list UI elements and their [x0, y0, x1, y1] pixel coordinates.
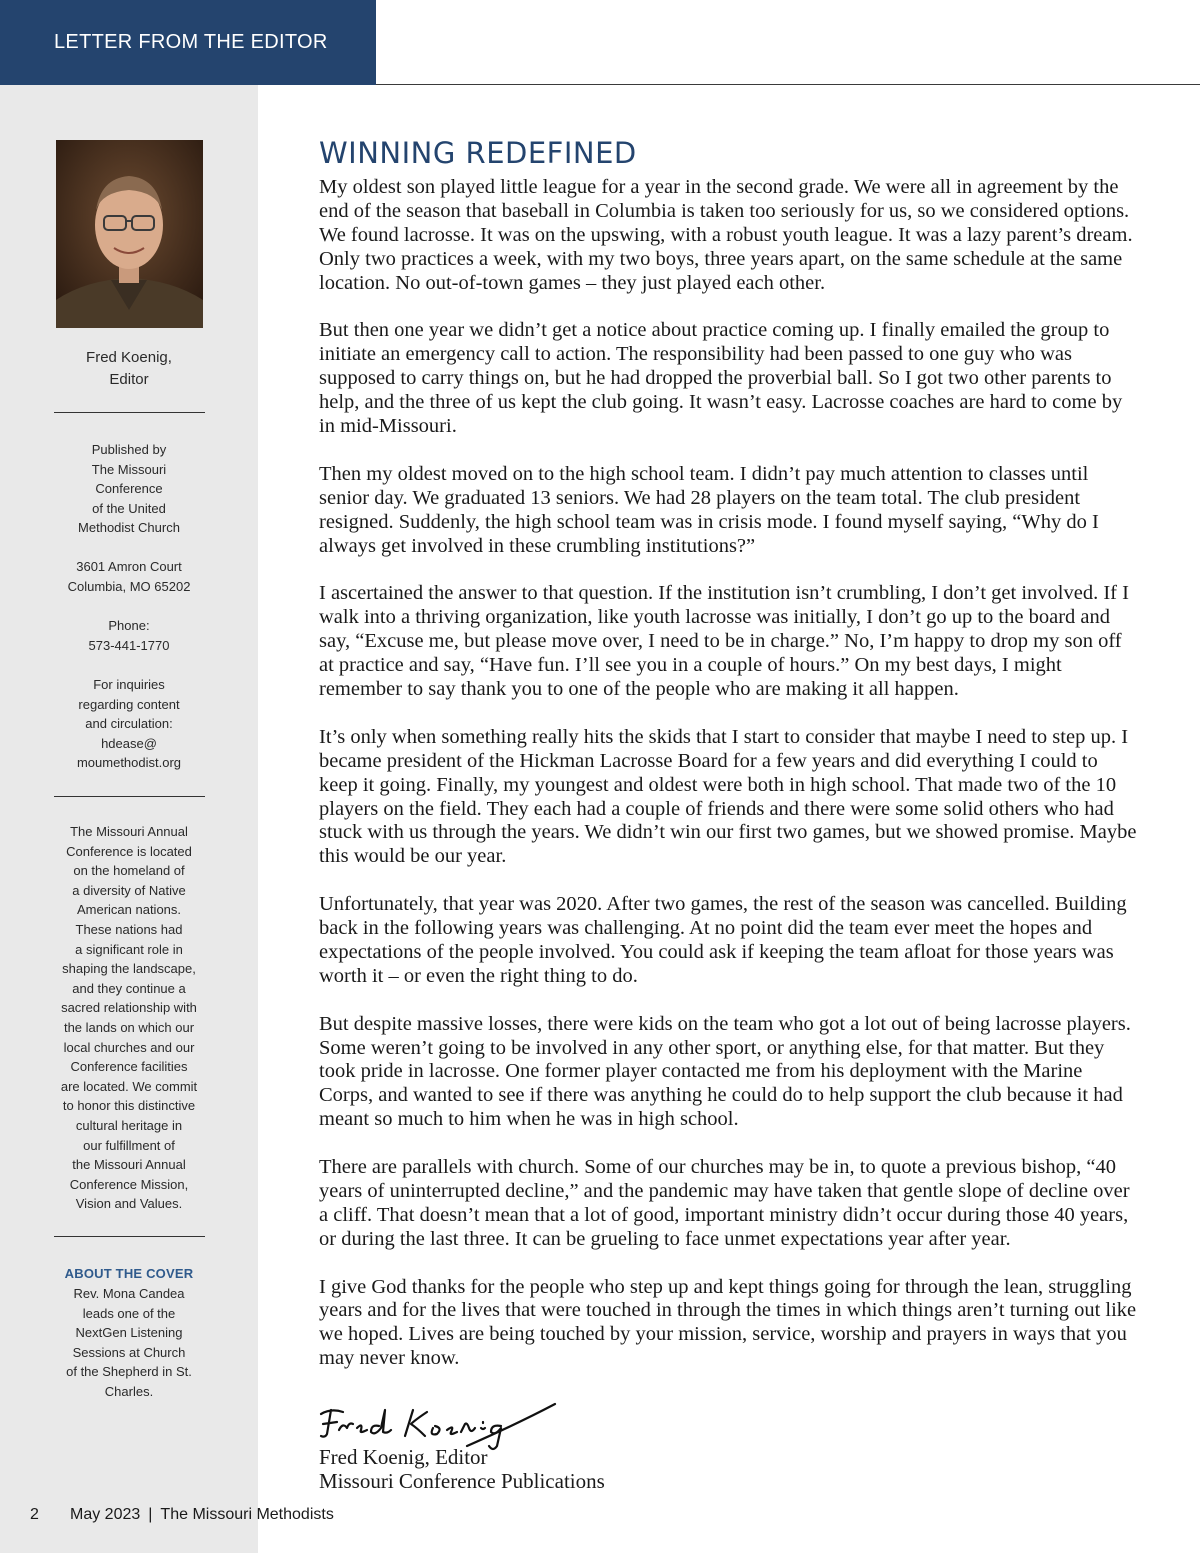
issue-date: May 2023: [70, 1506, 141, 1523]
sidebar-divider: [54, 412, 205, 413]
article-paragraph: I ascertained the answer to that question. If the institution isn’t crumbling, I don’t get involved. If I walk into a thriving organization, like youth lacrosse was initially, I don’t go up to the board and say, “Excuse me, but please move over, I need to be in charge.” No, I’m happy to drop my son off at practice and say, “Have fun. I’ll see you in a couple of hours.” On my best days, I might remember to say thank you to one of the people who are making it all happen.: [319, 582, 1129, 700]
address: 3601 Amron Court Columbia, MO 65202: [67, 559, 191, 594]
article-paragraph: But then one year we didn’t get a notice about practice coming up. I finally emailed the group to initiate an emergency call to action. The responsibility had been passed to one guy who was supposed to carry things on, but he had dropped the proverbial ball. So I got two other parents to help, and the three of us kept the club going. It wasn’t easy. Lacrosse coaches are hard to come by in mid-Missouri.: [319, 319, 1123, 438]
section-label: LETTER FROM THE EDITOR: [54, 31, 328, 53]
article-paragraph: Then my oldest moved on to the high school team. I didn’t pay much attention to classes until senior day. We graduated 13 seniors. We had 28 players on the team total. The club president resigned. Suddenly, the high school team was in crisis mode. I found myself saying, “Why do I always get involved in these crumbling institutions?”: [319, 462, 1099, 557]
publisher-info: Published by The Missouri Conference of the United Methodist Church: [78, 442, 180, 536]
signoff-org: Missouri Conference Publications: [319, 1469, 605, 1493]
phone: Phone: 573-441-1770: [88, 618, 170, 653]
header-divider: [376, 84, 1200, 85]
page-footer: [30, 1506, 334, 1524]
article-paragraph: There are parallels with church. Some of our churches may be in, to quote a previous bishop, “40 years of uninterrupted decline,” and the pandemic may have taken that gentle slope of decline over a cliff. That doesn’t mean that a lot of good, important ministry didn’t occur during those 40 years, or during the last three. It can be grueling to face unmet expectations year after year.: [319, 1156, 1130, 1250]
article-paragraph: It’s only when something really hits the skids that I start to consider that maybe I need to step up. I became president of the Hickman Lacrosse Board for a few years and did everything I could to keep it going. Finally, my youngest and oldest were both in high school. That made two of the 10 players on the field. They each had a couple of friends and there were some solid others who had stuck with us through the years. We didn’t win our first two games, but we showed promise. Maybe this would be our year.: [319, 725, 1137, 868]
caption-name: Fred Koenig,: [86, 349, 172, 366]
article-body: [319, 176, 1139, 1395]
section-header-tab: [0, 0, 376, 85]
publication-name: The Missouri Methodists: [160, 1506, 334, 1523]
page-number: 2: [30, 1506, 39, 1523]
about-cover-text: Rev. Mona Candea leads one of the NextGen Listening Sessions at Church of the Shepherd in St. Charles.: [66, 1286, 192, 1399]
caption-role: Editor: [109, 371, 149, 388]
article-title: WINNING REDEFINED: [319, 136, 637, 170]
sidebar-divider: [54, 1236, 205, 1237]
sidebar-divider: [54, 796, 205, 797]
editor-photo: [56, 140, 203, 328]
land-acknowledgement: The Missouri Annual Conference is located on the homeland of a diversity of Native American nations. These nations had a significant role in shaping the landscape, and they continue a sacred relationship with the lands on which our local churches and our Conference facilities are located. We commit to honor this distinctive cultural heritage in our fulfillment of the Missouri Annual Conference Mission, Vision and Values.: [60, 824, 198, 1212]
article-paragraph: But despite massive losses, there were kids on the team who got a lot out of being lacrosse players. Some weren’t going to be involved in any other sport, or anything else, for that matter. But they took pride in lacrosse. One former player contacted me from his deployment with the Marine Corps, and wanted to see if there was anything he could do to help support the club because it had meant so much to him when he was in high school.: [319, 1012, 1131, 1131]
article-paragraph: Unfortunately, that year was 2020. After two games, the rest of the season was cancelled. Building back in the following years was challenging. At no point did the team ever meet the hopes and expectations of the people involved. You could ask if keeping the team afloat for those years was worth it – or even the right thing to do.: [319, 893, 1127, 987]
article-paragraph: My oldest son played little league for a year in the second grade. We were all in agreement by the end of the season that baseball in Columbia is taken too seriously for us, so we considered options. We found lacrosse. It was on the upswing, with a robust youth league. It was a lazy parent’s dream. Only two practices a week, with my two boys, three years apart, on the same schedule at the same location. No out-of-town games – they just played each other.: [319, 176, 1133, 294]
signoff-name: Fred Koenig, Editor: [319, 1445, 488, 1469]
sign-off: [319, 1445, 605, 1493]
article-paragraph: I give God thanks for the people who step up and kept things going for through the lean, struggling years and for the lives that were touched in through the times in which things aren’t turning out like we hoped. Lives are being touched by your mission, service, worship and prayers in ways that you may never know.: [319, 1275, 1137, 1370]
about-cover-heading: ABOUT THE COVER: [64, 1266, 194, 1281]
inquiries: For inquiries regarding content and circulation: hdease@ moumethodist.org: [76, 677, 182, 771]
photo-caption: [44, 347, 214, 391]
footer-separator: |: [148, 1506, 153, 1523]
